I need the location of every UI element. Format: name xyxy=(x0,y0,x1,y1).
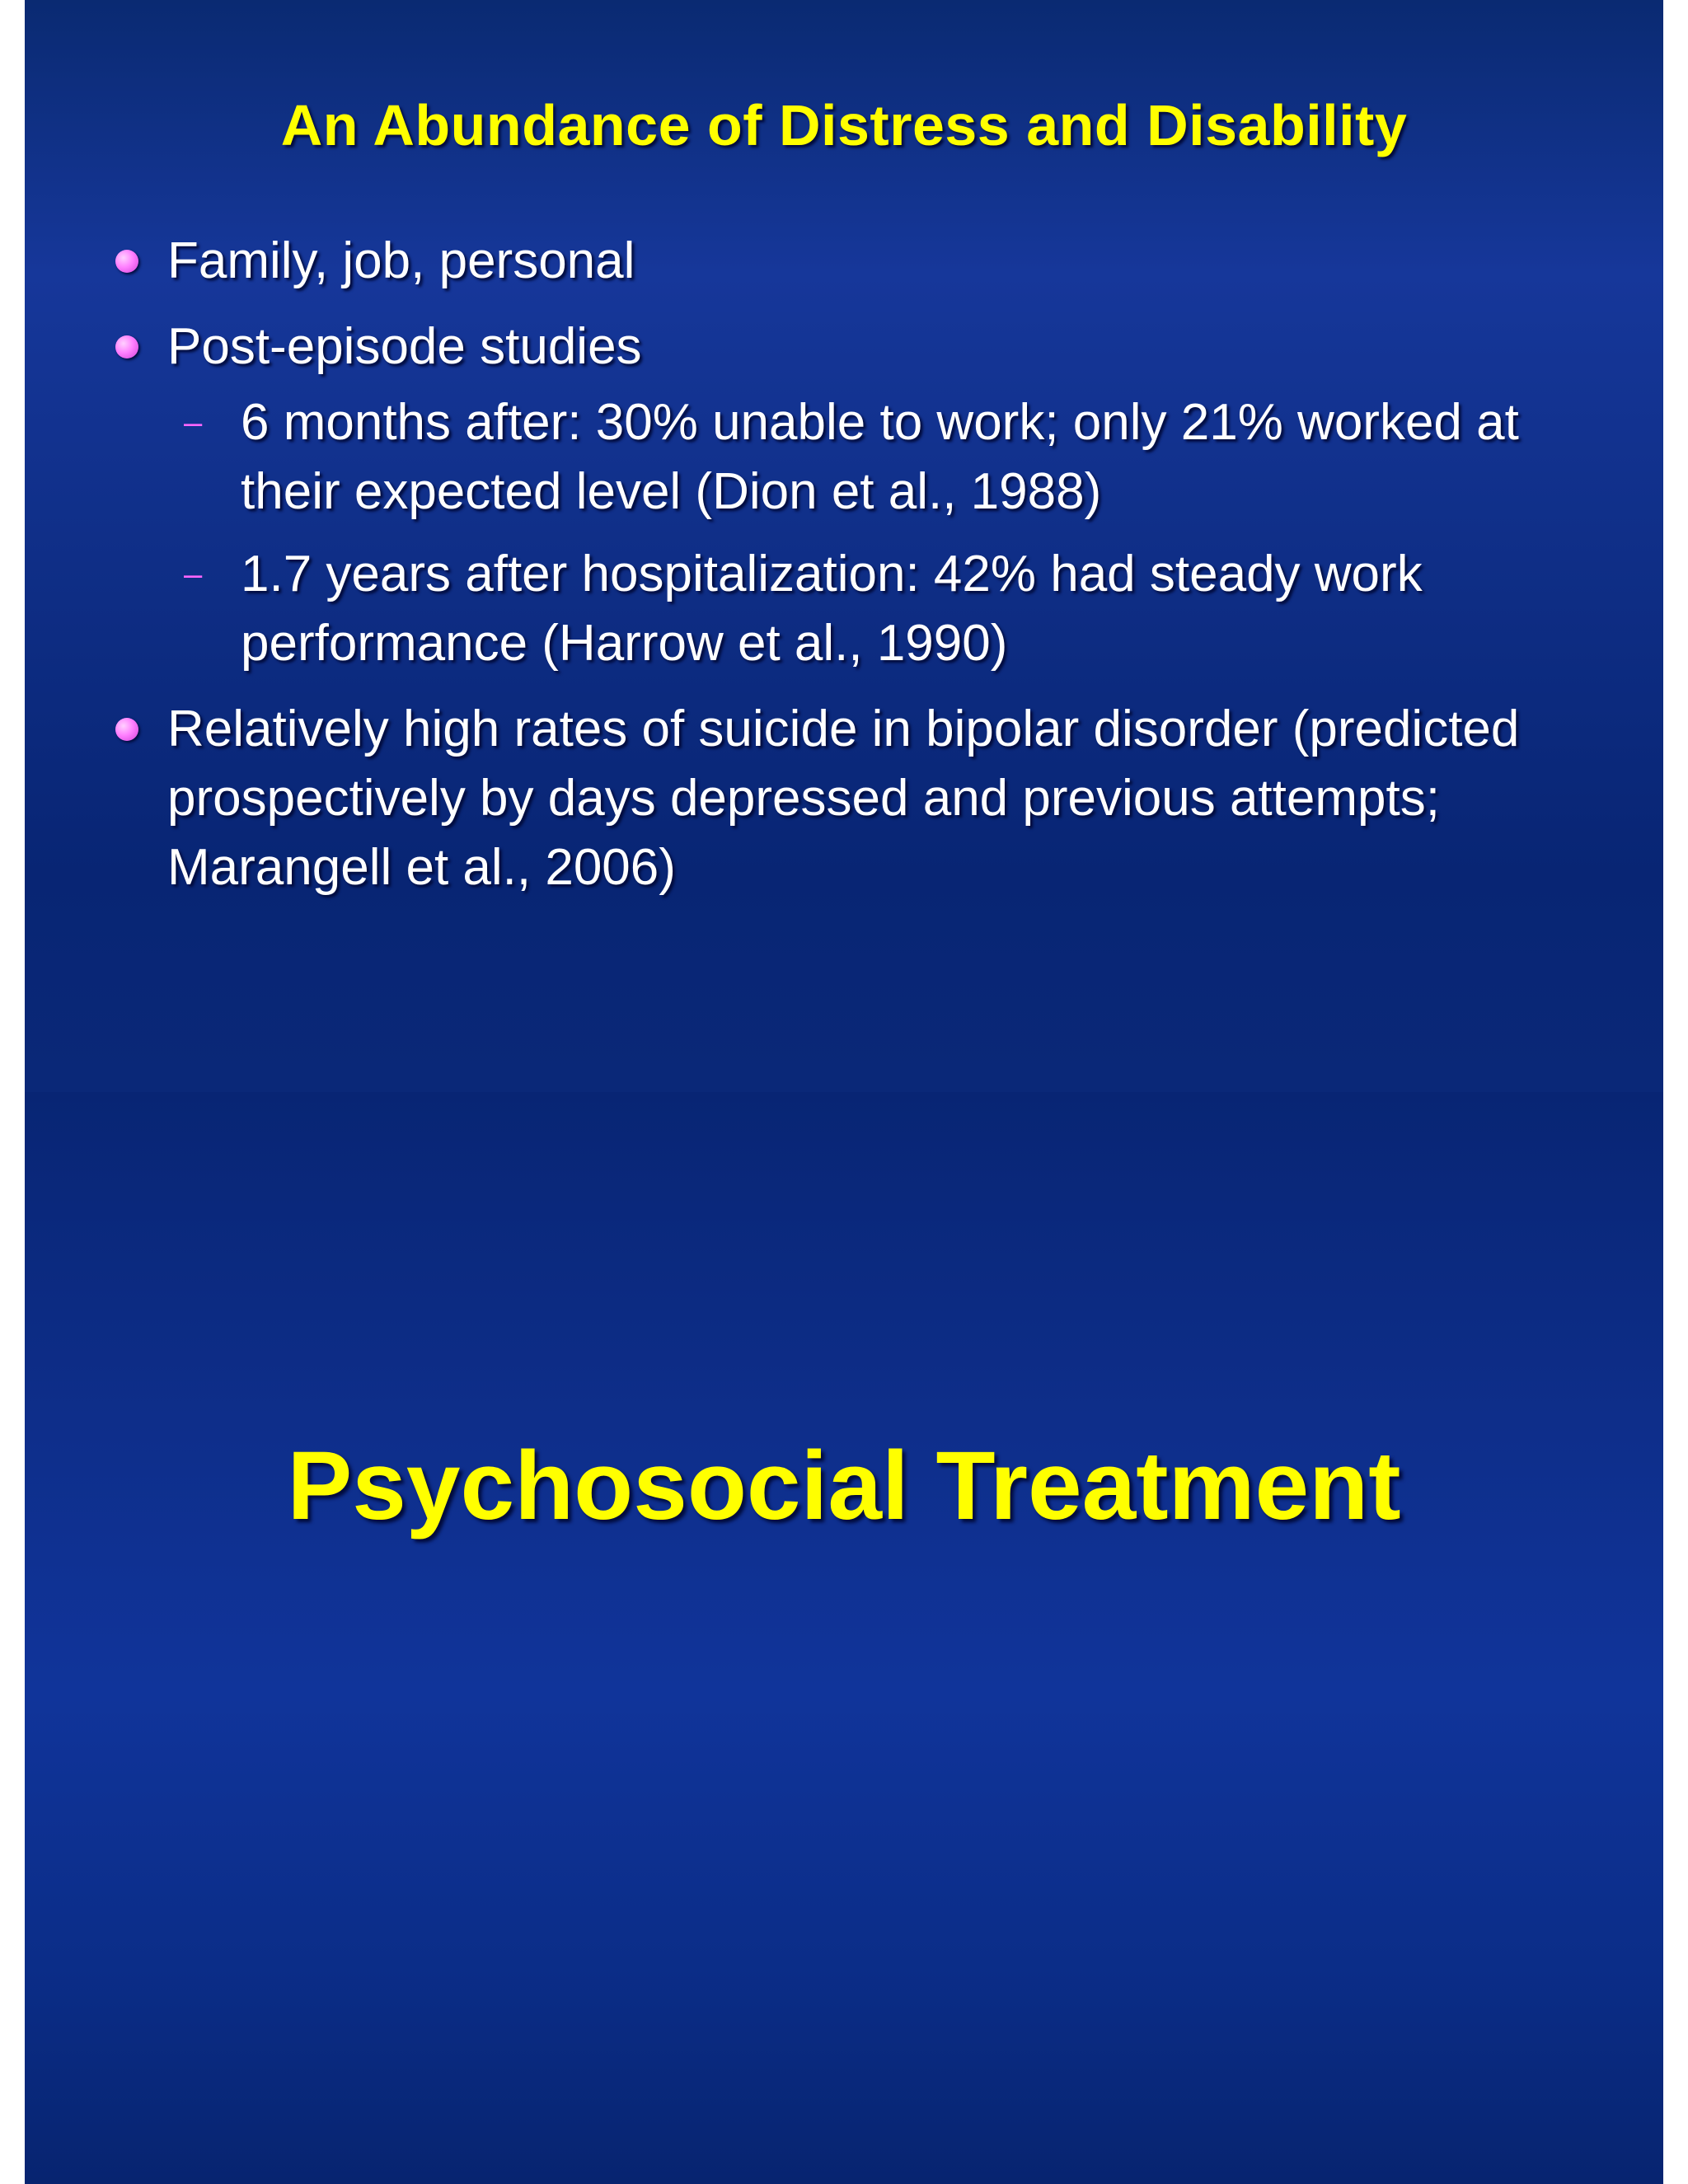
sub-bullet-item xyxy=(167,540,1614,678)
dash-icon: – xyxy=(184,405,203,441)
slide-psychosocial-treatment xyxy=(25,1092,1663,2184)
bullet-dot-icon xyxy=(115,335,138,359)
bullet-text: Relatively high rates of suicide in bipolar disorder (predicted prospectively by days depressed and previous attempts; Marangell et al., 2006) xyxy=(167,701,1520,896)
sub-bullet-item xyxy=(167,388,1614,527)
bullet-item xyxy=(25,227,1663,296)
bullet-list xyxy=(25,227,1663,919)
bullet-text: Post-episode studies xyxy=(167,318,642,375)
section-title: Psychosocial Treatment xyxy=(287,1432,1401,1540)
bullet-item xyxy=(25,312,1663,678)
bullet-item xyxy=(25,695,1663,902)
dash-icon: – xyxy=(184,556,203,593)
slide-abundance-of-distress xyxy=(25,0,1663,1092)
slide-title: An Abundance of Distress and Disability xyxy=(280,93,1408,157)
bullet-dot-icon xyxy=(115,250,138,273)
bullet-text: Family, job, personal xyxy=(167,232,635,289)
sub-bullet-text: 6 months after: 30% unable to work; only 21% worked at their expected level (Dion et al., 1988) xyxy=(241,394,1519,520)
bullet-dot-icon xyxy=(115,718,138,741)
sub-bullet-list xyxy=(167,388,1614,678)
sub-bullet-text: 1.7 years after hospitalization: 42% had steady work performance (Harrow et al., 1990) xyxy=(241,546,1423,672)
